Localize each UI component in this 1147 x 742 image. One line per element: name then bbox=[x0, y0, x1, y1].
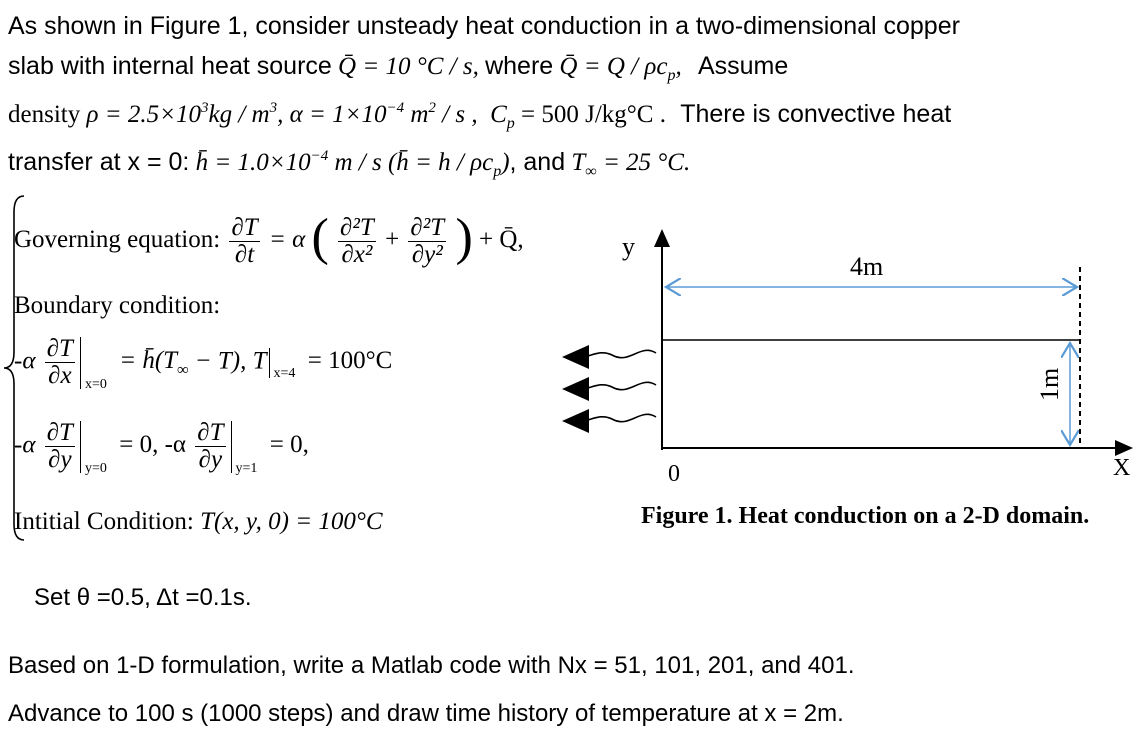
governing-equation bbox=[14, 209, 524, 271]
dT-dt-fraction bbox=[229, 215, 259, 269]
source-value: Q̄ = 10 °C / s, bbox=[338, 53, 479, 80]
density-unit: kg / m bbox=[208, 101, 270, 128]
domain-figure bbox=[560, 225, 1140, 490]
dT-dy-fraction-1 bbox=[45, 420, 75, 474]
neg-alpha-2: -α bbox=[14, 431, 36, 459]
alpha-unit-per-s: / s , bbox=[435, 101, 478, 128]
dT-dy1-numerator: ∂T bbox=[46, 419, 73, 446]
dy2-denom: ∂y bbox=[198, 446, 223, 474]
d2T-dx2-fraction bbox=[338, 215, 376, 269]
alpha-value: , α = 1×10 bbox=[277, 101, 387, 128]
d2T-x-numerator: ∂²T bbox=[340, 213, 374, 241]
figure-caption: Figure 1. Heat conduction on a 2-D domain. bbox=[641, 503, 1090, 529]
density-word: density bbox=[8, 101, 81, 128]
density-value: ρ = 2.5×10 bbox=[86, 101, 201, 128]
intro-line-3-text-b: There is convective heat bbox=[680, 100, 952, 128]
bc1-inf-sub: ∞ bbox=[177, 361, 189, 379]
cp-subscript: p bbox=[506, 115, 515, 132]
source-definition-lhs: Q̄ = Q / ρc bbox=[559, 53, 668, 80]
p-subscript: p bbox=[667, 67, 676, 84]
h-value: h̄ = 1.0×10 bbox=[195, 149, 311, 176]
height-label: 1m bbox=[1035, 367, 1064, 401]
bc1-rhs: = h̄(T bbox=[119, 347, 178, 375]
neg-alpha-1: -α bbox=[14, 347, 36, 375]
h-units: m / s (h̄ = h / ρc bbox=[328, 149, 494, 176]
d2T-dy2-fraction bbox=[408, 215, 446, 269]
right-paren: ) bbox=[455, 209, 473, 266]
boundary-condition-x bbox=[14, 336, 392, 390]
plus-sign: + bbox=[385, 226, 400, 254]
initial-condition bbox=[14, 508, 383, 536]
boundary-condition-y bbox=[14, 420, 309, 474]
alpha-unit: m bbox=[404, 101, 429, 128]
origin-label: 0 bbox=[668, 461, 680, 487]
dT-dy-fraction-2 bbox=[195, 420, 225, 474]
intro-line-2-text-a: slab with internal heat source bbox=[8, 52, 332, 80]
governing-label: Governing equation: bbox=[14, 226, 221, 254]
task-line-2: Advance to 100 s (1000 steps) and draw time history of temperature at x = 2m. bbox=[8, 700, 844, 727]
x-axis-label: X bbox=[1113, 455, 1131, 481]
intro-line-2-text-c: Assume bbox=[697, 52, 789, 80]
intro-line-2-text-b: where bbox=[485, 52, 554, 80]
eval-y0-label: y=0 bbox=[84, 460, 107, 476]
eval-bar-y1 bbox=[231, 421, 258, 476]
boundary-label: Boundary condition: bbox=[14, 292, 221, 319]
tinf-value: = 25 °C. bbox=[596, 149, 691, 176]
dy1-denominator: ∂y bbox=[48, 446, 72, 474]
dx-denominator: ∂x bbox=[48, 362, 72, 390]
eval-bar-y0 bbox=[80, 421, 107, 476]
h-p-subscript: p bbox=[493, 163, 502, 180]
intro-line-4-text-a: transfer at x = 0: bbox=[8, 148, 190, 176]
task-line-1: Based on 1-D formulation, write a Matlab code with Nx = 51, 101, 201, and 401. bbox=[8, 652, 855, 679]
density-unit-exp: 3 bbox=[269, 100, 278, 116]
intro-line-1: As shown in Figure 1, consider unsteady heat conduction in a two-dimensional copper bbox=[8, 12, 960, 40]
alpha-unit-exp: 2 bbox=[428, 100, 436, 116]
d2T-y-numerator: ∂²T bbox=[410, 213, 445, 241]
bc-y1-zero: = 0, bbox=[269, 431, 309, 459]
ambient-temperature bbox=[571, 149, 691, 180]
h-close-paren: ) bbox=[501, 149, 510, 176]
heat-flow-arrow-1 bbox=[582, 350, 656, 357]
dt-denominator: ∂t bbox=[234, 241, 255, 268]
settings-line: Set θ =0.5, Δt =0.1s. bbox=[34, 584, 252, 611]
intro-line-3 bbox=[8, 100, 951, 133]
eval-x4-label: x=4 bbox=[273, 365, 296, 381]
dy2-denominator: ∂y² bbox=[411, 241, 443, 268]
dT-dx-numerator: ∂T bbox=[46, 335, 73, 362]
equals-alpha: = α bbox=[268, 226, 306, 254]
initial-expression: T(x, y, 0) = 100°C bbox=[200, 508, 383, 535]
cp-symbol: C bbox=[490, 101, 507, 128]
intro-line-4 bbox=[8, 148, 690, 181]
eval-bar-x0 bbox=[80, 337, 107, 392]
source-definition: Q̄ = Q / $\rho c_p$, bbox=[559, 53, 682, 84]
heat-flow-arrow-3 bbox=[582, 414, 656, 421]
dT-dx-fraction bbox=[45, 336, 75, 390]
eval-bar-x4 bbox=[269, 348, 296, 381]
tinf-subscript: ∞ bbox=[585, 163, 597, 180]
h-exp: −4 bbox=[310, 148, 329, 164]
initial-label: Intitial Condition: bbox=[14, 508, 194, 535]
intro-line-2 bbox=[8, 52, 788, 85]
dT-numerator: ∂T bbox=[231, 213, 258, 241]
plus-source: + Q̄, bbox=[479, 226, 524, 254]
intro-line-4-text-b: , and bbox=[509, 148, 566, 176]
tinf-symbol: T bbox=[571, 149, 586, 176]
width-label: 4m bbox=[850, 252, 884, 281]
y-axis-label: y bbox=[622, 232, 635, 261]
dT-dy2-numerator: ∂T bbox=[197, 419, 224, 446]
eval-y1-label: y=1 bbox=[235, 460, 258, 476]
convection-coefficient bbox=[195, 148, 510, 180]
bc-y0-zero: = 0, -α bbox=[119, 431, 186, 459]
bc1-value: = 100°C bbox=[301, 347, 393, 375]
dx2-denominator: ∂x² bbox=[341, 241, 373, 268]
left-paren: ( bbox=[311, 209, 329, 266]
heat-flow-arrow-2 bbox=[582, 382, 656, 389]
eval-x0-label: x=0 bbox=[84, 376, 107, 392]
density-exp: 3 bbox=[200, 100, 209, 116]
cp-value: = 500 J/kg°C . bbox=[514, 101, 666, 128]
density-expr bbox=[86, 100, 515, 132]
alpha-exp: −4 bbox=[386, 100, 405, 116]
bc1-rhs2: − T), T bbox=[188, 347, 267, 375]
